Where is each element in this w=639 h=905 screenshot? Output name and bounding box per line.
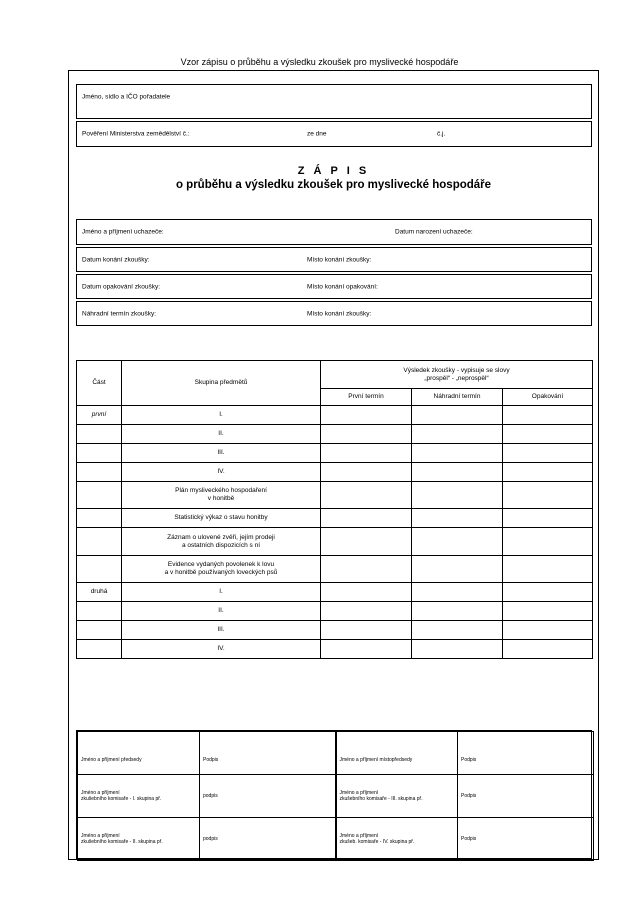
group-cell: Záznam o ulovené zvěři, jejím prodeji a ostatních dispozicích s ní xyxy=(122,528,321,556)
result-cell[interactable] xyxy=(321,444,412,463)
organizer-label: Jméno, sídlo a IČO pořadatele xyxy=(82,93,171,101)
header-repeat: Opakování xyxy=(503,389,593,406)
result-cell[interactable] xyxy=(503,482,593,509)
substitute-date-field[interactable] xyxy=(76,301,592,326)
result-cell[interactable] xyxy=(503,406,593,425)
group-cell: Statistický výkaz o stavu honitby xyxy=(122,509,321,528)
result-cell[interactable] xyxy=(321,482,412,509)
authorization-ref-label: č.j. xyxy=(437,130,446,138)
result-cell[interactable] xyxy=(412,444,503,463)
part-cell xyxy=(77,621,122,640)
result-cell[interactable] xyxy=(412,528,503,556)
examiner-4-name-label: Jméno a příjmení zkušeb. komisaře - IV. skupina př. xyxy=(336,818,458,861)
part-cell xyxy=(77,463,122,482)
table-row xyxy=(77,583,593,602)
field-label-left: Náhradní termín zkoušky: xyxy=(82,310,157,317)
group-cell: I. xyxy=(122,406,321,425)
field-label-right: Datum narození uchazeče: xyxy=(395,228,473,236)
result-cell[interactable] xyxy=(321,602,412,621)
header-part: Část xyxy=(77,361,122,406)
result-cell[interactable] xyxy=(412,509,503,528)
group-cell: IV. xyxy=(122,463,321,482)
results-table xyxy=(76,360,593,659)
part-cell xyxy=(77,425,122,444)
examiner-4-signature-field[interactable]: Podpis xyxy=(458,818,594,861)
table-row xyxy=(77,406,593,425)
header-substitute-term: Náhradní termín xyxy=(412,389,503,406)
examiner-2-signature-field[interactable]: podpis xyxy=(200,818,336,861)
result-cell[interactable] xyxy=(412,583,503,602)
result-cell[interactable] xyxy=(321,621,412,640)
field-label-left: Jméno a příjmení uchazeče: xyxy=(82,228,164,236)
result-cell[interactable] xyxy=(321,406,412,425)
result-cell[interactable] xyxy=(412,556,503,583)
group-cell: III. xyxy=(122,444,321,463)
result-cell[interactable] xyxy=(412,621,503,640)
page-header: Vzor zápisu o průběhu a výsledku zkoušek pro myslivecké hospodáře xyxy=(180,57,459,67)
group-cell: Plán mysliveckého hospodaření v honitbě xyxy=(122,482,321,509)
table-row xyxy=(77,482,593,509)
group-cell: III. xyxy=(122,621,321,640)
exam-date-field[interactable] xyxy=(76,247,592,272)
signature-row xyxy=(78,775,594,818)
examiner-1-signature-field[interactable]: podpis xyxy=(200,775,336,818)
result-cell[interactable] xyxy=(412,602,503,621)
part-cell xyxy=(77,602,122,621)
part-cell xyxy=(77,640,122,659)
authorization-date-label: ze dne xyxy=(307,130,327,138)
result-cell[interactable] xyxy=(503,528,593,556)
result-cell[interactable] xyxy=(321,509,412,528)
signature-row xyxy=(78,818,594,861)
repeat-date-field[interactable] xyxy=(76,274,592,299)
part-cell xyxy=(77,509,122,528)
chair-name-label: Jméno a příjmení předsedy xyxy=(78,732,200,775)
result-cell[interactable] xyxy=(503,640,593,659)
result-cell[interactable] xyxy=(503,444,593,463)
result-cell[interactable] xyxy=(321,640,412,659)
result-cell[interactable] xyxy=(503,509,593,528)
result-cell[interactable] xyxy=(503,556,593,583)
result-cell[interactable] xyxy=(412,406,503,425)
part-cell xyxy=(77,556,122,583)
candidate-name-field[interactable] xyxy=(76,219,592,245)
examiner-1-name-label: Jméno a příjmení zkušebního komisaře - I. skupina př. xyxy=(78,775,200,818)
table-row xyxy=(77,444,593,463)
field-label-right: Místo konání zkoušky: xyxy=(307,256,372,263)
field-label-left: Datum opakování zkoušky: xyxy=(82,283,161,290)
field-label-right: Místo konání opakování: xyxy=(307,283,378,290)
result-cell[interactable] xyxy=(503,425,593,444)
result-cell[interactable] xyxy=(412,640,503,659)
examiner-3-signature-field[interactable]: Podpis xyxy=(458,775,594,818)
header-result: Výsledek zkoušky - vypisuje se slovy „prospěl“ - „neprospěl“ xyxy=(321,361,593,389)
group-cell: I. xyxy=(122,583,321,602)
result-cell[interactable] xyxy=(321,528,412,556)
part-cell xyxy=(77,528,122,556)
result-cell[interactable] xyxy=(503,583,593,602)
part-cell xyxy=(77,482,122,509)
table-row xyxy=(77,463,593,482)
group-cell: II. xyxy=(122,425,321,444)
field-label-right: Místo konání zkoušky: xyxy=(307,310,372,317)
result-cell[interactable] xyxy=(503,621,593,640)
part-cell: druhá xyxy=(77,583,122,602)
group-cell: Evidence vydaných povolenek k lovu a v honitbě používaných loveckých psů xyxy=(122,556,321,583)
result-cell[interactable] xyxy=(321,425,412,444)
examiner-2-name-label: Jméno a příjmení zkušebního komisaře - II. skupina př. xyxy=(78,818,200,861)
form-title: Z Á P I S xyxy=(297,165,370,177)
table-row xyxy=(77,425,593,444)
part-cell xyxy=(77,444,122,463)
result-cell[interactable] xyxy=(503,602,593,621)
result-cell[interactable] xyxy=(412,463,503,482)
group-cell: II. xyxy=(122,602,321,621)
header-group: Skupina předmětů xyxy=(122,361,321,406)
organizer-field[interactable] xyxy=(76,84,592,119)
authorization-label: Pověření Ministerstva zemědělství č.: xyxy=(82,130,190,138)
table-row xyxy=(77,640,593,659)
table-row xyxy=(77,509,593,528)
signature-block xyxy=(76,730,592,859)
table-row xyxy=(77,528,593,556)
part-cell: první xyxy=(77,406,122,425)
ministry-authorization-field[interactable] xyxy=(76,121,592,147)
result-cell[interactable] xyxy=(503,463,593,482)
result-cell[interactable] xyxy=(412,425,503,444)
table-row xyxy=(77,602,593,621)
examiner-3-name-label: Jméno a příjmení zkušebního komisaře - III. skupina př. xyxy=(336,775,458,818)
result-cell[interactable] xyxy=(321,583,412,602)
vice-chair-name-label: Jméno a příjmení místopředsedy xyxy=(336,732,458,775)
header-first-term: První termín xyxy=(321,389,412,406)
result-cell[interactable] xyxy=(412,482,503,509)
chair-signature-field[interactable]: Podpis xyxy=(200,732,336,775)
field-label-left: Datum konání zkoušky: xyxy=(82,256,150,263)
result-cell[interactable] xyxy=(321,463,412,482)
table-row xyxy=(77,556,593,583)
table-row xyxy=(77,621,593,640)
group-cell: IV. xyxy=(122,640,321,659)
result-cell[interactable] xyxy=(321,556,412,583)
form-subtitle: o průběhu a výsledku zkoušek pro myslivecké hospodáře xyxy=(175,179,492,191)
signature-row xyxy=(78,732,594,775)
vice-chair-signature-field[interactable]: Podpis xyxy=(458,732,594,775)
